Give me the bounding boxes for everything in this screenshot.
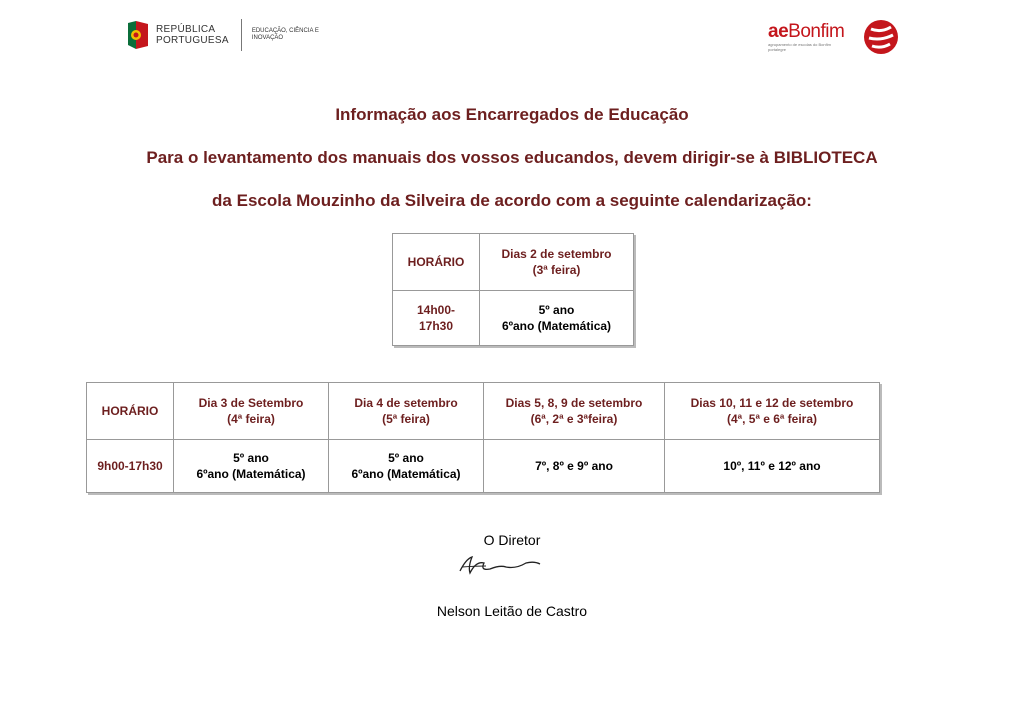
- header-day-label: Dia 3 de Setembro: [198, 396, 304, 410]
- header-time-cell: [87, 383, 174, 440]
- table-header-row: [393, 234, 634, 291]
- logo-divider: [241, 19, 242, 51]
- republica-portuguesa-text: [156, 24, 229, 46]
- notice-line-2: Para o levantamento dos manuais dos vossos educandos, devem dirigir-se à BIBLIOTECA: [146, 148, 878, 167]
- years-cell: [174, 440, 329, 493]
- table-row: [393, 291, 634, 346]
- header-day-cell: [174, 383, 329, 440]
- time-cell: [87, 440, 174, 493]
- school-logo-subtitle: agrupamento de escolas do Bonfim portalegre: [768, 42, 831, 52]
- time-range: 9h00-17h30: [97, 459, 163, 473]
- header-weekday-label: (4ª feira): [227, 412, 275, 426]
- header-time-cell: [393, 234, 480, 291]
- years-line1: 5º ano: [388, 451, 424, 465]
- school-logo: [768, 18, 899, 56]
- header-weekday-label: (5ª feira): [382, 412, 430, 426]
- time-cell: [393, 291, 480, 346]
- header-weekday-label: (4ª, 5ª e 6ª feira): [726, 412, 818, 426]
- school-logo-name: aeBonfim: [768, 21, 845, 42]
- portugal-emblem-icon: [126, 19, 150, 51]
- header-weekday-label: (3ª feira): [532, 263, 581, 277]
- years-line2: 6ºano (Matemática): [351, 467, 461, 481]
- table-row: [87, 440, 880, 493]
- ministry-label: EDUCAÇÃO, CIÊNCIA E INOVAÇÃO: [251, 28, 319, 41]
- years-line1: 5º ano: [538, 303, 575, 317]
- republica-line1: REPÚBLICA: [156, 24, 216, 35]
- header-day-label: Dia 4 de setembro: [354, 396, 458, 410]
- republica-portuguesa-logo: [126, 18, 322, 52]
- signature-icon: [456, 553, 544, 577]
- years-cell: [665, 440, 880, 493]
- school-logo-text-block: [768, 22, 844, 52]
- time-start: 14h00-: [416, 303, 456, 317]
- notice-heading: Informação aos Encarregados de Educação: [335, 105, 689, 124]
- header-day-cell: [484, 383, 665, 440]
- school-logo-wordmark: Bonfim: [788, 21, 845, 42]
- years-cell: [329, 440, 484, 493]
- table-header-row: [87, 383, 880, 440]
- years-line1: 10º, 11º e 12º ano: [723, 459, 821, 473]
- director-title: O Diretor: [483, 532, 541, 548]
- republica-line2: PORTUGUESA: [156, 35, 229, 46]
- years-line2: 6ºano (Matemática): [196, 467, 306, 481]
- header-day-label: Dias 5, 8, 9 de setembro: [505, 396, 643, 410]
- header-time-label: HORÁRIO: [407, 255, 465, 269]
- notice-line-3: da Escola Mouzinho da Silveira de acordo com a seguinte calendarização:: [212, 191, 812, 210]
- years-cell: [484, 440, 665, 493]
- header-day-cell: [665, 383, 880, 440]
- years-cell: [480, 291, 634, 346]
- header-day-label: Dias 10, 11 e 12 de setembro: [690, 396, 854, 410]
- director-name: Nelson Leitão de Castro: [436, 603, 588, 619]
- years-line2: 6ºano (Matemática): [501, 319, 612, 333]
- schedule-table-main: [86, 382, 880, 493]
- schedule-table-september-2: [392, 233, 634, 346]
- school-emblem-icon: [863, 19, 899, 55]
- header-time-label: HORÁRIO: [101, 404, 159, 418]
- header-day-cell: [329, 383, 484, 440]
- years-line1: 5º ano: [233, 451, 269, 465]
- header-day-cell: [480, 234, 634, 291]
- time-end: 17h30: [418, 319, 454, 333]
- years-line1: 7º, 8º e 9º ano: [535, 459, 613, 473]
- header-weekday-label: (6ª, 2ª e 3ªfeira): [530, 412, 618, 426]
- header-day-label: Dias 2 de setembro: [501, 247, 612, 261]
